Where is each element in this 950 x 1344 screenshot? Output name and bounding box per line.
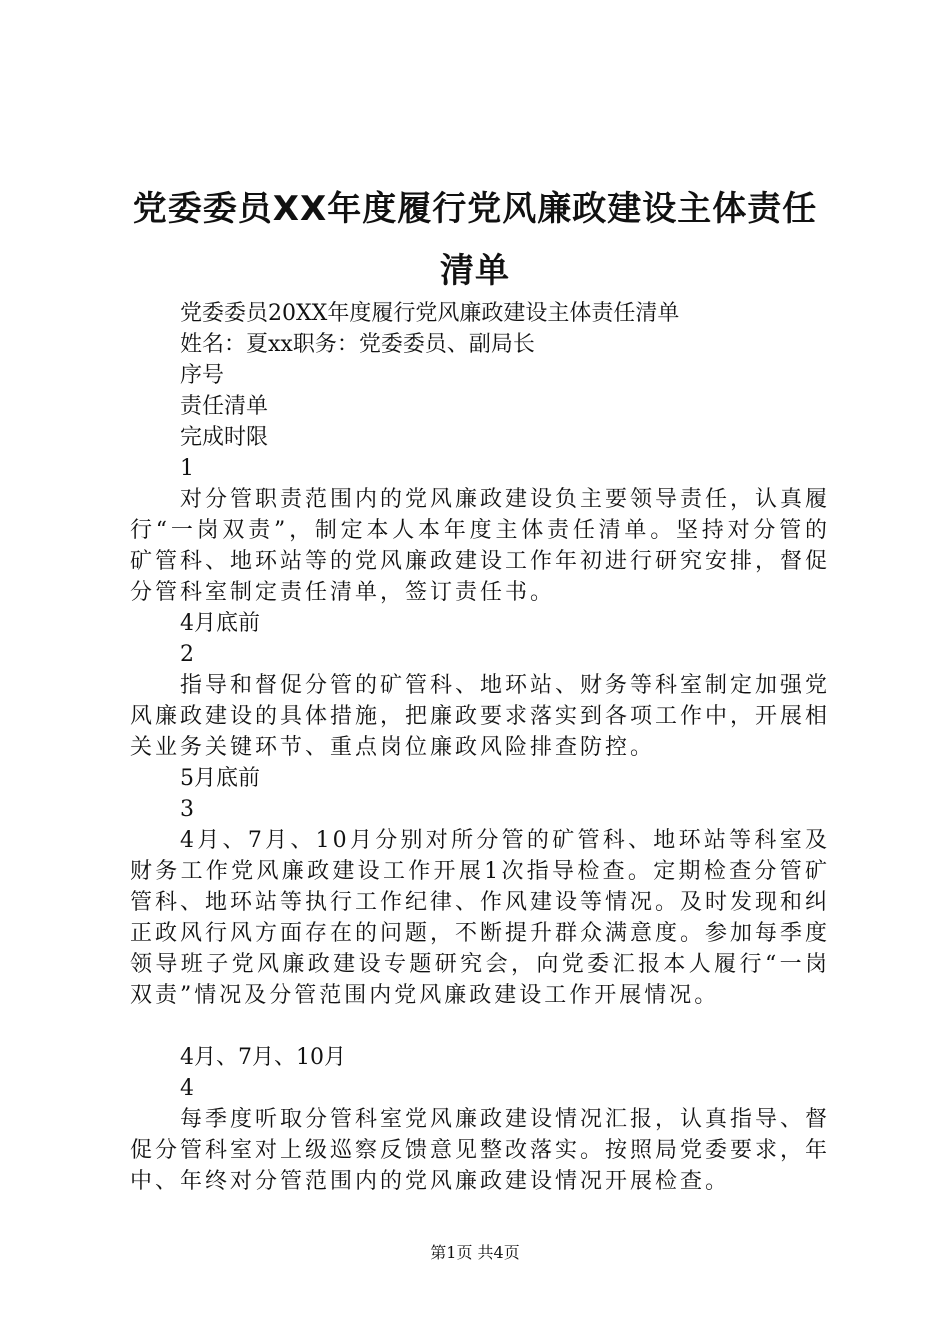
item-deadline: 5月底前 — [180, 766, 260, 791]
item-deadline: 4月底前 — [180, 611, 260, 636]
item-number: 2 — [180, 642, 194, 667]
column-header-deadline: 完成时限 — [180, 425, 269, 450]
document-title: 党委委员XX年度履行党风廉政建设主体责任清单 — [132, 189, 818, 291]
item-text: 对分管职责范围内的党风廉政建设负主要领导责任，认真履行“一岗双责”，制定本人本年度主体责任清单。坚持对分管的矿管科、地环站等的党风廉政建设工作年初进行研究安排，督促分管科室制定责任清单，签订责任书。 — [130, 487, 831, 605]
name-line: 姓名：夏xx职务：党委委员、副局长 — [180, 332, 535, 357]
item-number: 4 — [180, 1076, 194, 1101]
column-header-list: 责任清单 — [180, 394, 269, 419]
paragraph-gap — [130, 1011, 830, 1042]
item-text: 指导和督促分管的矿管科、地环站、财务等科室制定加强党风廉政建设的具体措施，把廉政要求落实到各项工作中，开展相关业务关键环节、重点岗位廉政风险排查防控。 — [130, 673, 831, 760]
item-text: 每季度听取分管科室党风廉政建设情况汇报，认真指导、督促分管科室对上级巡察反馈意见整改落实。按照局党委要求，年中、年终对分管范围内的党风廉政建设情况开展检查。 — [130, 1107, 831, 1194]
item-text: 4月、7月、10月分别对所分管的矿管科、地环站等科室及财务工作党风廉政建设工作开展1次指导检查。定期检查分管矿管科、地环站等执行工作纪律、作风建设等情况。及时发现和纠正政风行风方面存在的问题，不断提升群众满意度。参加每季度领导班子党风廉政建设专题研究会，向党委汇报本人履行“一岗双责”情况及分管范围内党风廉政建设工作开展情况。 — [130, 828, 831, 1008]
page-footer: 第1页 共4页 — [430, 1243, 520, 1262]
item-number: 1 — [180, 456, 194, 481]
column-header-seq: 序号 — [180, 363, 225, 388]
item-number: 3 — [180, 797, 194, 822]
document-body — [130, 298, 830, 1197]
item-deadline: 4月、7月、10月 — [180, 1045, 346, 1070]
document-subtitle: 党委委员20XX年度履行党风廉政建设主体责任清单 — [180, 301, 680, 326]
